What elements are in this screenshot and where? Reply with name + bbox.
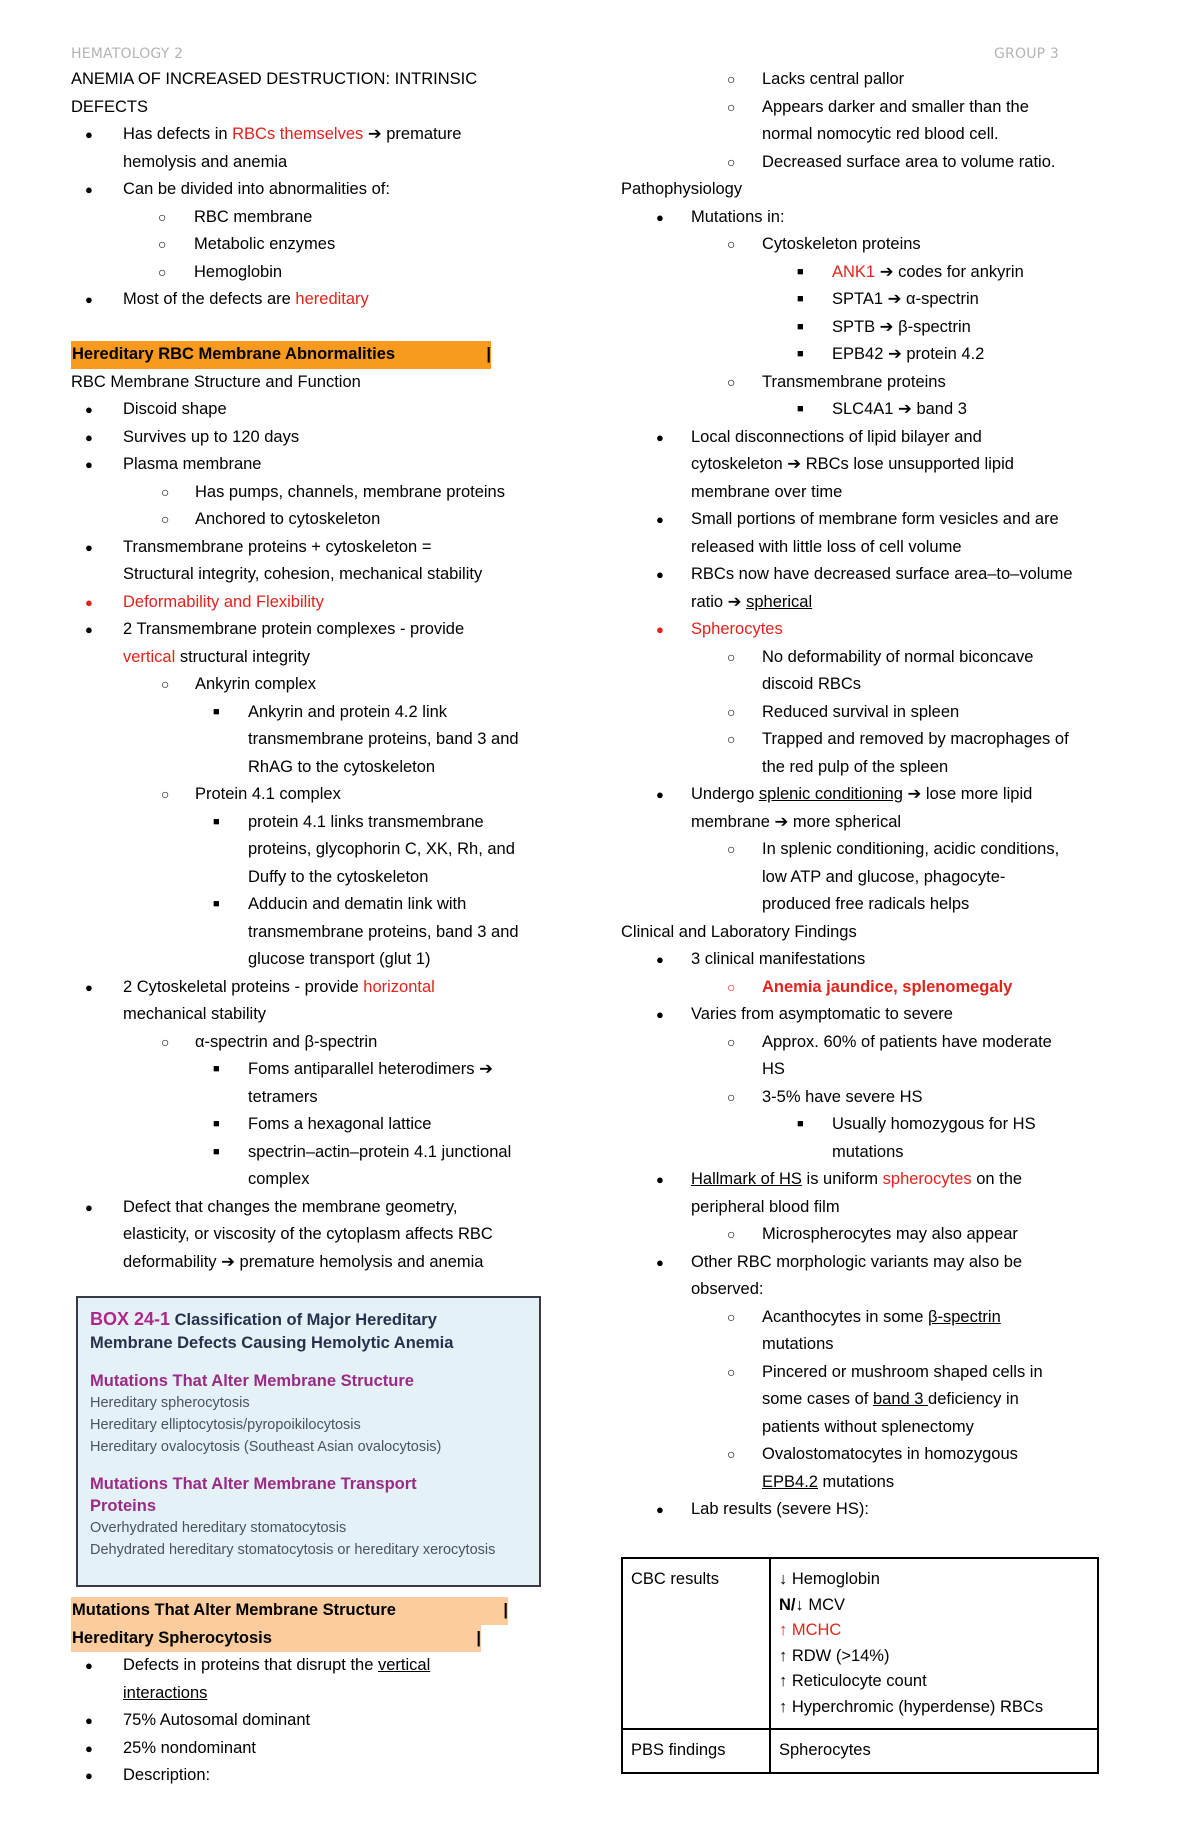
sub-list-item: ○ RBC membrane bbox=[158, 207, 313, 226]
sub-list-item-cont: some cases of band 3 deficiency in bbox=[762, 1390, 1019, 1408]
list-item: ● Hallmark of HS is uniform spherocytes on the bbox=[656, 1170, 1023, 1188]
box-subheading-structure: Mutations That Alter Membrane Structure bbox=[90, 1372, 414, 1390]
square-item: ■ protein 4.1 links transmembrane bbox=[213, 812, 484, 831]
title-line: DEFECTS bbox=[71, 97, 149, 116]
sub-list-item: ○ 3-5% have severe HS bbox=[727, 1087, 923, 1106]
list-item-cont: observed: bbox=[691, 1280, 764, 1298]
list-item: ● 2 Transmembrane protein complexes - provide bbox=[85, 620, 465, 638]
list-item: ● 75% Autosomal dominant bbox=[85, 1711, 311, 1729]
list-item-cont: ratio ➔ spherical bbox=[691, 592, 813, 611]
section-heading-mutations: Mutations That Alter Membrane Structure | bbox=[71, 1597, 551, 1625]
sub-list-item: ○ Acanthocytes in some β-spectrin bbox=[727, 1307, 1001, 1326]
list-item-cont: hemolysis and anemia bbox=[123, 152, 288, 171]
list-item: ● Discoid shape bbox=[85, 400, 227, 418]
title-line: ANEMIA OF INCREASED DESTRUCTION: INTRINSIC bbox=[71, 70, 478, 88]
list-item: ● 25% nondominant bbox=[85, 1738, 257, 1757]
list-item-cont: Structural integrity, cohesion, mechanical stability bbox=[123, 565, 483, 583]
table-cell-key: CBC results bbox=[622, 1558, 770, 1729]
list-item-cont: membrane over time bbox=[691, 482, 843, 501]
left-column bbox=[71, 66, 551, 1276]
table-row bbox=[622, 1558, 1098, 1729]
list-item-cont: interactions bbox=[123, 1683, 208, 1702]
sub-list-item: ○ In splenic conditioning, acidic conditions, bbox=[727, 840, 1060, 858]
box-item: Hereditary spherocytosis bbox=[90, 1395, 250, 1411]
list-item: ● Mutations in: bbox=[656, 207, 785, 226]
sub-list-item-cont: patients without splenectomy bbox=[762, 1417, 974, 1436]
list-item-cont: cytoskeleton ➔ RBCs lose unsupported lipid bbox=[691, 455, 1014, 473]
subheading-structure: RBC Membrane Structure and Function bbox=[71, 372, 361, 391]
box-title: BOX 24-1 Classification of Major Hereditary bbox=[90, 1309, 437, 1329]
list-item: ● Varies from asymptomatic to severe bbox=[656, 1005, 953, 1023]
cbc-value: ↑ MCHC bbox=[779, 1621, 842, 1639]
box-subheading-transport-cont: Proteins bbox=[90, 1497, 157, 1515]
right-column bbox=[621, 66, 1121, 1524]
sub-list-item: ○ Has pumps, channels, membrane proteins bbox=[161, 482, 505, 501]
square-item: ■ EPB42 ➔ protein 4.2 bbox=[797, 345, 985, 363]
lab-results-table bbox=[621, 1557, 1099, 1774]
table-cell-value: Spherocytes bbox=[770, 1729, 1098, 1773]
list-item: ● Has defects in RBCs themselves ➔ premature bbox=[85, 125, 462, 143]
list-item-cont: membrane ➔ more spherical bbox=[691, 812, 902, 831]
header-group: GROUP 3 bbox=[994, 46, 1060, 62]
square-item-cont: transmembrane proteins, band 3 and bbox=[248, 730, 519, 748]
cbc-value: ↓ Hemoglobin bbox=[779, 1570, 880, 1588]
list-item: ● Local disconnections of lipid bilayer and bbox=[656, 427, 982, 446]
table-cell-key: PBS findings bbox=[622, 1729, 770, 1773]
sub-list-item: ○ Metabolic enzymes bbox=[158, 235, 336, 253]
cbc-value: N/↓ MCV bbox=[779, 1595, 845, 1614]
box-subheading-transport: Mutations That Alter Membrane Transport bbox=[90, 1475, 417, 1493]
list-item-cont: released with little loss of cell volume bbox=[691, 537, 962, 556]
list-item-cont: deformability ➔ premature hemolysis and anemia bbox=[123, 1252, 484, 1271]
spacer bbox=[71, 314, 551, 342]
sub-list-item: ○ Anchored to cytoskeleton bbox=[161, 510, 381, 528]
sub-list-item-cont: mutations bbox=[762, 1335, 834, 1353]
sub-list-item: ○ Protein 4.1 complex bbox=[161, 785, 341, 803]
sub-list-item: ○ Approx. 60% of patients have moderate bbox=[727, 1032, 1052, 1051]
classification-box bbox=[76, 1296, 541, 1587]
list-item: ● 2 Cytoskeletal proteins - provide horizontal bbox=[85, 977, 435, 996]
list-item: ● Undergo splenic conditioning ➔ lose more lipid bbox=[656, 785, 1033, 803]
sub-list-item: ○ Appears darker and smaller than the bbox=[727, 97, 1029, 116]
subheading-clinical: Clinical and Laboratory Findings bbox=[621, 922, 857, 941]
sub-list-item-cont: EPB4.2 mutations bbox=[762, 1472, 895, 1491]
sub-list-item: ○ Hemoglobin bbox=[158, 262, 283, 281]
square-item-cont: glucose transport (glut 1) bbox=[248, 950, 431, 968]
sub-list-item-cont: HS bbox=[762, 1060, 785, 1078]
square-item: ■ SPTA1 ➔ α-spectrin bbox=[797, 290, 979, 308]
sub-list-item: ○ Decreased surface area to volume ratio. bbox=[727, 152, 1056, 171]
list-item: ● Defects in proteins that disrupt the vertical bbox=[85, 1656, 431, 1674]
sub-list-item: ○ Trapped and removed by macrophages of bbox=[727, 730, 1069, 748]
square-item-cont: mutations bbox=[832, 1142, 904, 1161]
sub-list-item: ○ Anemia jaundice, splenomegaly bbox=[727, 977, 1013, 996]
sub-list-item: ○ Transmembrane proteins bbox=[727, 372, 946, 391]
list-item: ● Small portions of membrane form vesicles and are bbox=[656, 510, 1059, 528]
subheading-pathophysiology: Pathophysiology bbox=[621, 180, 743, 198]
square-item-cont: proteins, glycophorin C, XK, Rh, and bbox=[248, 840, 515, 858]
cbc-value: ↑ RDW (>14%) bbox=[779, 1646, 890, 1665]
square-item-cont: transmembrane proteins, band 3 and bbox=[248, 922, 519, 941]
list-item: ● Defect that changes the membrane geometry, bbox=[85, 1197, 458, 1216]
list-item-cont: vertical structural integrity bbox=[123, 647, 311, 666]
page-title-cont bbox=[71, 94, 551, 122]
cbc-value: ↑ Reticulocyte count bbox=[779, 1672, 927, 1690]
square-item: ■ SLC4A1 ➔ band 3 bbox=[797, 400, 967, 418]
table-row bbox=[622, 1729, 1098, 1773]
square-item: ■ Foms antiparallel heterodimers ➔ bbox=[213, 1060, 493, 1078]
square-item-cont: tetramers bbox=[248, 1087, 318, 1106]
sub-list-item-cont: discoid RBCs bbox=[762, 675, 862, 693]
square-item: ■ spectrin–actin–protein 4.1 junctional bbox=[213, 1142, 512, 1161]
list-item-cont: mechanical stability bbox=[123, 1005, 267, 1023]
left-column-lower bbox=[71, 1597, 551, 1790]
list-item: ● Most of the defects are hereditary bbox=[85, 290, 369, 308]
sub-list-item-cont: the red pulp of the spleen bbox=[762, 757, 949, 776]
sub-list-item: ○ Cytoskeleton proteins bbox=[727, 235, 921, 253]
sub-list-item: ○ No deformability of normal biconcave bbox=[727, 647, 1034, 666]
square-item: ■ SPTB ➔ β-spectrin bbox=[797, 317, 971, 336]
list-item-cont: peripheral blood film bbox=[691, 1197, 840, 1216]
page-title bbox=[71, 66, 551, 94]
section-heading-membrane: Hereditary RBC Membrane Abnormalities | bbox=[71, 341, 551, 369]
sub-list-item: ○ α-spectrin and β-spectrin bbox=[161, 1032, 378, 1051]
list-item: ● Survives up to 120 days bbox=[85, 427, 300, 446]
list-item: ● Other RBC morphologic variants may also be bbox=[656, 1252, 1023, 1271]
square-item-cont: Duffy to the cytoskeleton bbox=[248, 867, 429, 886]
sub-list-item: ○ Ovalostomatocytes in homozygous bbox=[727, 1445, 1018, 1463]
square-item: ■ ANK1 ➔ codes for ankyrin bbox=[797, 262, 1024, 281]
box-item: Dehydrated hereditary stomatocytosis or hereditary xerocytosis bbox=[90, 1542, 496, 1558]
box-item: Hereditary elliptocytosis/pyropoikilocytosis bbox=[90, 1417, 361, 1433]
cbc-value: ↑ Hyperchromic (hyperdense) RBCs bbox=[779, 1697, 1044, 1716]
sub-list-item: ○ Pincered or mushroom shaped cells in bbox=[727, 1362, 1043, 1381]
list-item: ● Lab results (severe HS): bbox=[656, 1500, 869, 1518]
square-item-cont: RhAG to the cytoskeleton bbox=[248, 757, 436, 776]
sub-list-item-cont: normal nomocytic red blood cell. bbox=[762, 125, 999, 143]
list-item: ● Deformability and Flexibility bbox=[85, 592, 324, 611]
sub-list-item: ○ Ankyrin complex bbox=[161, 675, 317, 693]
box-item: Overhydrated hereditary stomatocytosis bbox=[90, 1520, 347, 1536]
list-item-cont: elasticity, or viscosity of the cytoplasm affects RBC bbox=[123, 1225, 493, 1243]
list-item: ● Can be divided into abnormalities of: bbox=[85, 180, 390, 198]
square-item: ■ Ankyrin and protein 4.2 link bbox=[213, 702, 448, 721]
header-subject: HEMATOLOGY 2 bbox=[71, 46, 184, 62]
list-item: ● Description: bbox=[85, 1766, 211, 1784]
sub-list-item-cont: produced free radicals helps bbox=[762, 895, 970, 913]
sub-list-item: ○ Microspherocytes may also appear bbox=[727, 1225, 1018, 1243]
list-item: ● 3 clinical manifestations bbox=[656, 950, 866, 968]
list-item: ● RBCs now have decreased surface area–to–volume bbox=[656, 565, 1073, 583]
section-heading-hs: Hereditary Spherocytosis | bbox=[71, 1625, 551, 1653]
list-item: ● Transmembrane proteins + cytoskeleton = bbox=[85, 537, 432, 556]
sub-list-item: ○ Reduced survival in spleen bbox=[727, 702, 960, 721]
sub-list-item-cont: low ATP and glucose, phagocyte- bbox=[762, 867, 1006, 886]
sub-list-item: ○ Lacks central pallor bbox=[727, 70, 905, 88]
square-item: ■ Foms a hexagonal lattice bbox=[213, 1115, 432, 1133]
list-item: ● Plasma membrane bbox=[85, 455, 262, 473]
table-cell-values bbox=[770, 1558, 1098, 1729]
box-title-cont: Membrane Defects Causing Hemolytic Anemia bbox=[90, 1334, 454, 1352]
list-item: ● Spherocytes bbox=[656, 620, 783, 638]
square-item: ■ Usually homozygous for HS bbox=[797, 1115, 1036, 1133]
square-item-cont: complex bbox=[248, 1170, 310, 1188]
square-item: ■ Adducin and dematin link with bbox=[213, 895, 467, 913]
box-item: Hereditary ovalocytosis (Southeast Asian ovalocytosis) bbox=[90, 1439, 442, 1455]
